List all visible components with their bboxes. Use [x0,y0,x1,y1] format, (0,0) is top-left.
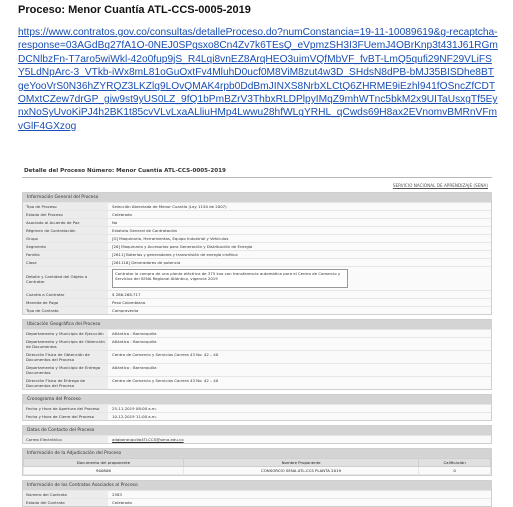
table-cell: 0 [419,467,491,475]
award-section [22,448,492,476]
row-value: Compraventa [108,307,491,314]
contact-section [22,425,492,444]
row-value: [G] Maquinaria, Herramientas, Equipo Industrial y Vehículos [108,235,491,242]
schedule-section [22,394,492,421]
row-label: Dirección Física de Obtención de Documentos del Proceso [23,351,108,363]
table-row [23,298,491,306]
row-value: [26] Maquinaria y Accesorios para Generación y Distribución de Energía [108,243,491,250]
row-value: [2611] Baterías y generadores y transmisión de energía cinética [108,251,491,258]
row-label: Tipo de Contrato [23,307,108,314]
table-row [23,266,491,290]
row-label: Departamento y Municipio de Ejecución [23,330,108,337]
row-label: Fecha y Hora de Cierre del Proceso [23,413,108,420]
row-label: Régimen de Contratación [23,227,108,234]
row-value: 10-12-2019 11:00 a.m. [108,413,491,420]
table-row [23,218,491,226]
process-detail-document [22,166,492,507]
row-label: Departamento y Municipio de Obtención de Documentos [23,338,108,350]
table-row [23,412,491,420]
table-row [23,226,491,234]
detail-title: Detalle del Proceso Número: Menor Cuantía ATL-CCS-0005-2019 [24,168,226,174]
column-header: Calificación [419,459,491,467]
general-info-section [22,192,492,315]
row-label: Departamento y Municipio de Entrega Documentos [23,364,108,376]
table-row [24,467,491,475]
row-label: Grupo [23,235,108,242]
row-label: Detalle y Cantidad del Objeto a Contratar [23,267,108,290]
row-label: Clase [23,259,108,266]
row-label: Asociado al Acuerdo de Paz [23,219,108,226]
row-value: $ 286.268.717 [108,291,491,298]
row-label: Familia [23,251,108,258]
table-row [23,329,491,337]
table-cell: CONSORCIO SENA ATL-CCS PLANTA 2019 [183,467,418,475]
row-value: No [108,219,491,226]
row-value: Celebrado [108,211,491,218]
process-url-link[interactable]: https://www.contratos.gov.co/consultas/detalleProceso.do?numConstancia=19-11-10089619&g-recaptcha-response=03AGdBq27fA1O-0NEJ0SPgsxo8Cn4Zv7k6TEsQ_eVpmzSH3I3FUemJ4OBrKnp3t431J61RGmDCNlbzFn-T7aro5wiWkl-42o0fup9jS_R4Lqi8vnEZ8ArqHEO3uimVQfMbVF_fvBT-LmQ5qufi29NF29VLiFSY5LdNpArc-3_VTkb-iWx8mL81oGuOxtFv4MluhD0ucf0M8ViM8zut4w3D_SHdsN8dPB-bMJ35BISDhe8BTgeYooVrS0N36hZYRQZ3LKZlq9LOvQMAK4rpb0DdBmJINXS8NrbXLCtQ6ZHRME9iEzhl941fOSncZfCDTOMxtCZew7drGP_giw9st9yUS0LZ_9fQ1bPmBZrV3ThbxRLDPlpyIMqZ9mhWTnc5bkM2x9UITaUsxgTf5EynxNoSyUvoKiPJ4h2BK1t85cvVLvLxaALliuHMp4Lwwu28hfWLgYRHL_qCwds69H8ax2EVnomvBMRnVFmvGlF4GXzog [18,27,498,132]
row-value: Peso Colombiano [108,299,491,306]
row-value: Celebrado [108,499,491,506]
title-divider [22,177,492,178]
column-header: Documento del proponente [24,459,184,467]
row-label: Fecha y Hora de Apertura del Proceso [23,405,108,412]
table-row [23,363,491,376]
table-row [23,290,491,298]
section-header: Datos de Contacto del Proceso [23,426,491,435]
row-label: Segmento [23,243,108,250]
table-row [23,490,491,498]
row-label: Correo Electrónico [23,436,108,443]
table-cell: 900806 [24,467,184,475]
row-label: Moneda de Pago [23,299,108,306]
object-textarea[interactable]: Contratar la compra de una planta eléctrica de 375 kva con transferencia automática para el Centro de Comercio y Servicios del SENA Regional Atlántico, vigencia 2019 [112,269,348,288]
row-value: [261116] Generadores de potencia [108,259,491,266]
table-row [23,404,491,412]
entity-link[interactable]: SERVICIO NACIONAL DE APRENDIZAJE (SENA) [392,183,488,188]
row-value: Estatuto General de Contratación [108,227,491,234]
row-label: Cuantía a Contratar [23,291,108,298]
row-value: 2583 [108,491,491,498]
section-header: Información General del Proceso [23,193,491,202]
row-value: Atlántico : Barranquilla [108,330,491,337]
row-value: Atlántico : Barranquilla [108,364,491,376]
row-label: Número del Contrato [23,491,108,498]
row-value: 25-11-2019 08:00 a.m. [108,405,491,412]
row-value: Atlántico : Barranquilla [108,338,491,350]
row-value: Centro de Comercio y Servicios Carrera 43 No. 42 – 40 [108,351,491,363]
table-row [23,202,491,210]
contracts-section [22,480,492,507]
table-row [23,250,491,258]
table-row [23,435,491,443]
table-row [23,337,491,350]
table-row [23,234,491,242]
table-row [23,210,491,218]
row-label: Tipo de Proceso [23,203,108,210]
row-label: Estado del Contrato [23,499,108,506]
row-value: Centro de Comercio y Servicios Carrera 43 No. 42 – 40 [108,377,491,389]
geo-section [22,319,492,390]
section-header: Información de los Contratos Asociados al Proceso [23,481,491,490]
row-label: Dirección Física de Entrega de Documentos del Proceso [23,377,108,389]
table-row [23,258,491,266]
section-header: Información de la Adjudicación del Proceso [23,449,491,458]
table-row [23,306,491,314]
table-row [23,242,491,250]
column-header: Nombre Proponente [183,459,418,467]
row-value: Selección Abreviada de Menor Cuantía (Ley 1150 de 2007) [108,203,491,210]
section-header: Ubicación Geográfica del Proceso [23,320,491,329]
table-row [23,498,491,506]
row-label: Estado del Proceso [23,211,108,218]
award-table [23,458,491,475]
contact-email-link[interactable]: adqbaranquilla4TLCCS@sena.edu.co [108,436,491,443]
table-row [23,350,491,363]
section-header: Cronograma del Proceso [23,395,491,404]
table-row [23,376,491,389]
process-heading: Proceso: Menor Cuantía ATL-CCS-0005-2019 [18,4,251,16]
